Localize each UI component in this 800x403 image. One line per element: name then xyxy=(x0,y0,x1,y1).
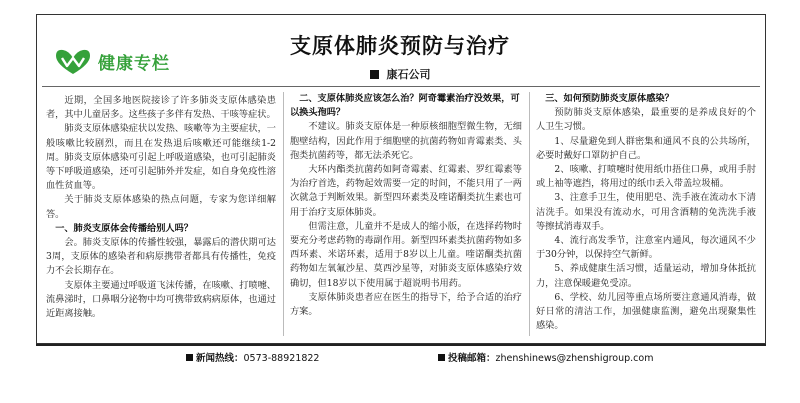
heart-hands-icon xyxy=(52,46,94,76)
paragraph: 2、咳嗽、打喷嚏时使用纸巾捂住口鼻，或用手肘或上袖等遮挡，将用过的纸巾丢入带盖垃圾桶。 xyxy=(536,164,756,190)
paragraph: 关于肺炎支原体感染的热点问题，专家为您详细解答。 xyxy=(46,194,276,220)
paragraph: 肺炎支原体感染症状以发热、咳嗽等为主要症状，一般咳嗽比较剧烈，而且在发热退后咳嗽还可能继续1-2周。肺炎支原体感染可引起上呼吸道感染，也可引起肺炎等下呼吸道感染，还可引起肺外并发症，如自身免疫性溶血性贫血等。 xyxy=(46,123,276,192)
section-heading: 三、如何预防肺炎支原体感染？ xyxy=(545,93,674,104)
hotline-label: 新闻热线： xyxy=(196,353,244,364)
article-column-3 xyxy=(536,92,756,338)
paragraph: 5、养成健康生活习惯，适量运动，增加身体抵抗力，注意保暖避免受凉。 xyxy=(536,263,756,289)
email-address[interactable]: zhenshinews@zhenshigroup.com xyxy=(495,353,654,364)
paragraph: 支原体主要通过呼吸道飞沫传播，在咳嗽、打喷嚏、流鼻涕时，口鼻咽分泌物中均可携带致病病原体，也通过近距离接触。 xyxy=(46,279,276,320)
section-heading: 一、肺炎支原体会传播给别人吗？ xyxy=(55,222,193,234)
submission-email xyxy=(438,350,653,364)
email-label: 投稿邮箱： xyxy=(448,353,496,364)
article-byline xyxy=(180,66,620,82)
paragraph: 预防肺炎支原体感染，最重要的是养成良好的个人卫生习惯。 xyxy=(536,107,756,133)
paragraph: 3、注意手卫生，使用肥皂、洗手液在流动水下清洁洗手。如果没有流动水，可用含酒精的免洗洗手液等擦拭消毒双手。 xyxy=(536,192,756,232)
article-column-1 xyxy=(46,94,276,340)
paragraph: 1、尽量避免到人群密集和通风不良的公共场所，必要时戴好口罩防护自己。 xyxy=(536,135,756,161)
article-title: 支原体肺炎预防与治疗 xyxy=(290,34,510,58)
column-divider xyxy=(283,92,284,336)
header-divider xyxy=(42,86,760,87)
paragraph: 但需注意，儿童并不是成人的缩小版，在选择药物时要充分考虑药物的毒副作用。新型四环素类抗菌药物如多西环素、米诺环素，适用于8岁以上儿童。喹诺酮类抗菌药物如左氧氟沙星、莫西沙星等，对肺炎支原体感染疗效确切，但18岁以下使用属于超说明书用药。 xyxy=(290,220,522,289)
paragraph: 支原体肺炎患者应在医生的指导下，给予合适的治疗方案。 xyxy=(290,291,522,318)
paragraph: 不建议。肺炎支原体是一种原核细胞型微生物，无细胞壁结构，因此作用于细胞壁的抗菌药物如青霉素类、头孢类抗菌药等，都无法杀死它。 xyxy=(290,121,522,161)
article-column-2 xyxy=(290,92,522,338)
square-bullet-icon xyxy=(186,354,193,361)
paragraph: 会。肺炎支原体的传播性较强，暴露后的潜伏期可达3周，支原体的感染者和病原携带者都具有传播性，免疫力不会长期存在。 xyxy=(46,237,276,277)
section-heading: 二、支原体肺炎应该怎么治？阿奇霉素治疗没效果，可以换头孢吗？ xyxy=(290,93,520,119)
paragraph: 4、流行高发季节，注意室内通风，每次通风不少于30分钟，以保持空气新鲜。 xyxy=(536,235,756,261)
hotline-number: 0573-88921822 xyxy=(243,353,320,364)
paragraph: 近期，全国多地医院接诊了许多肺炎支原体感染患者，其中儿童居多。这些孩子多伴有发热、干咳等症状。 xyxy=(46,95,276,121)
byline-text: 康石公司 xyxy=(386,68,431,81)
square-bullet-icon xyxy=(438,354,445,361)
square-bullet-icon xyxy=(370,70,379,79)
paragraph: 6、学校、幼儿园等重点场所要注意通风消毒，做好日常的清洁工作，加强健康监测，避免出现聚集性感染。 xyxy=(536,291,756,332)
section-logo xyxy=(52,44,182,78)
paragraph: 大环内酯类抗菌药如阿奇霉素、红霉素、罗红霉素等为治疗首选，药物起效需要一定的时间，不能只用了一两次就急于判断效果。新型四环素类及喹诺酮类抗生素也可用于治疗支原体肺炎。 xyxy=(290,164,522,218)
news-hotline xyxy=(186,350,319,364)
column-divider xyxy=(529,92,530,336)
footer-divider xyxy=(36,344,766,346)
section-logo-text: 健康专栏 xyxy=(98,53,170,74)
